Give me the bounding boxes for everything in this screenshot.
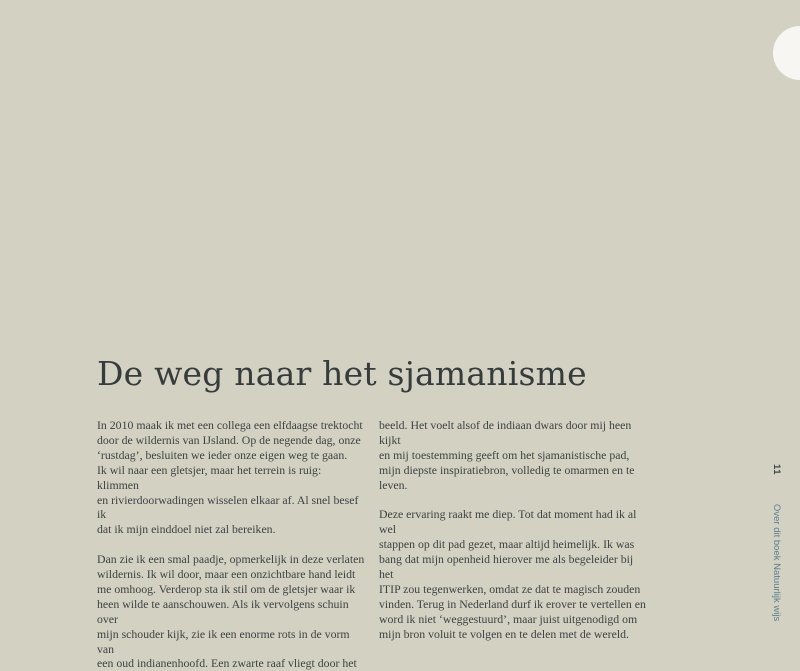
page-number: 11 xyxy=(771,464,782,476)
paragraph: beeld. Het voelt alsof de indiaan dwars door mij heen kijkt en mij toestemming geeft om het sjamanistische pad, mijn diepste inspiratiebron, volledig te omarmen en te leven. xyxy=(379,418,635,492)
paragraph: Deze ervaring raakt me diep. Tot dat moment had ik al wel stappen op dit pad gezet, maar altijd heimelijk. Ik was bang dat mijn openheid hierover me als begeleider bij het ITIP zou tegenwerken, omdat ze dat te magisch zouden vinden. Terug in Nederland durf ik erover te vertellen en word ik niet ‘weggestuurd’, maar juist uitgenodigd om mijn bron voluit te volgen en te delen met de wereld. xyxy=(379,507,646,641)
page-edge-tab xyxy=(773,26,800,80)
running-section-title: Over dit boek Natuurlijk wijs xyxy=(771,503,782,621)
paragraph: In 2010 maak ik met een collega een elfdaagse trektocht door de wildernis van IJsland. Op de negende dag, onze ‘rustdag’, besluiten we ieder onze eigen weg te gaan. Ik wil naar een gletsjer, maar het terrein is ruig: klimmen en rivierdoorwadingen wisselen elkaar af. Al snel besef ik dat ik mijn einddoel niet zal bereiken. xyxy=(97,418,363,537)
chapter-heading: De weg naar het sjamanisme xyxy=(97,354,587,393)
running-footer xyxy=(771,464,782,621)
paragraph: Dan zie ik een smal paadje, opmerkelijk in deze verlaten wildernis. Ik wil door, maar een onzichtbare hand leidt me omhoog. Verderop sta ik stil om de gletsjer waar ik heen wilde te aanschouwen. Als ik vervolgens schuin over mijn schouder kijk, zie ik een enorme rots in de vorm van een oud indianenhoofd. Een zwarte raaf vliegt door het xyxy=(97,552,365,671)
text-column-right xyxy=(379,418,647,642)
text-column-left xyxy=(97,418,365,671)
